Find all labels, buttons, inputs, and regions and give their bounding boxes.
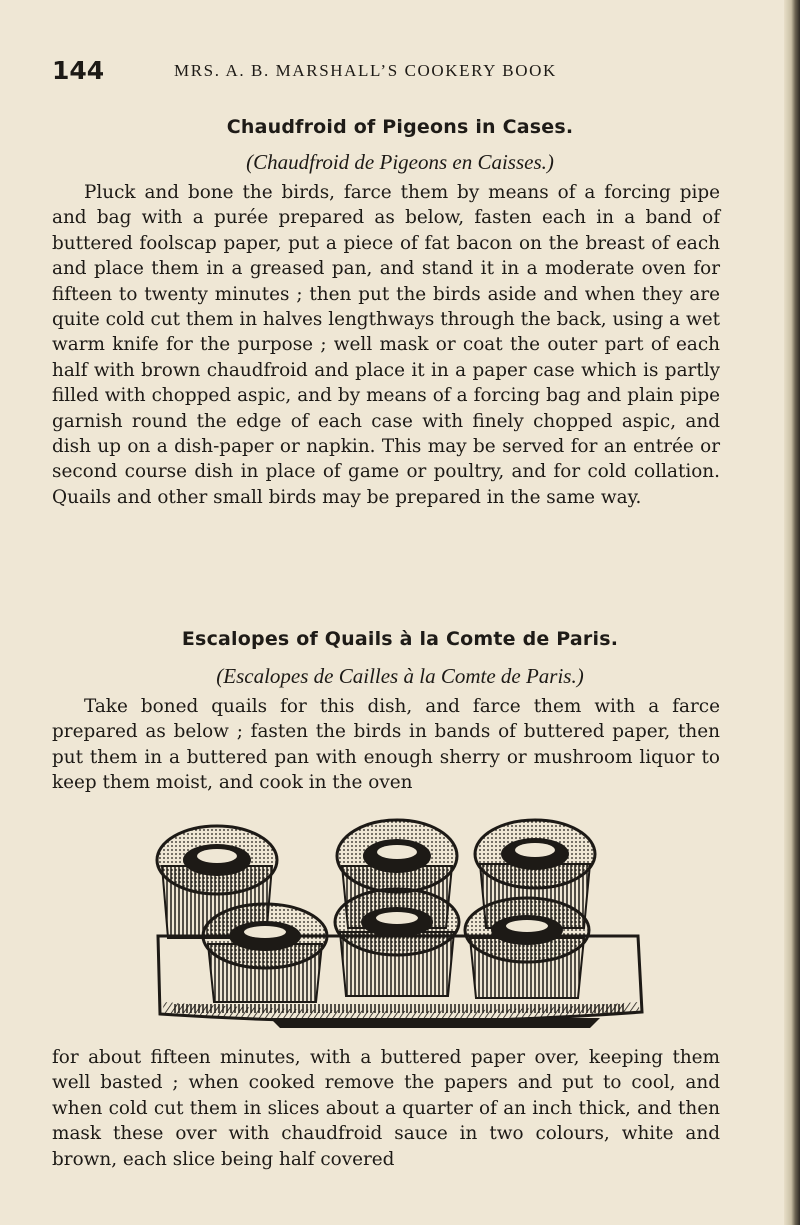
- quail-cases-illustration: [150, 816, 652, 1028]
- paper-case-front-left: [203, 904, 327, 1002]
- recipe-body-quails-part1: Take boned quails for this dish, and farce them with a farce prepared as below ; fasten the birds in bands of buttered paper, then put them in a buttered pan with enough sherry or mushroom liquor to keep them moist, and cook in the oven: [52, 696, 720, 794]
- running-head: [52, 56, 732, 86]
- page-edge-shadow: [784, 0, 800, 1225]
- recipe-subtitle-pigeons: (Chaudfroid de Pigeons en Caisses.): [246, 150, 554, 174]
- recipe-title-pigeons: Chaudfroid of Pigeons in Cases.: [226, 116, 574, 138]
- recipe-subtitle-quails: (Escalopes de Cailles à la Comte de Paris.): [216, 664, 584, 688]
- recipe-body-quails-part2: for about fifteen minutes, with a buttered paper over, keeping them well basted ; when cooked remove the papers and put to cool, and when cold cut them in slices about a quarter of an inch thick, and then mask these over with chaudfroid sauce in two colours, white and brown, each slice being half covered: [52, 1047, 720, 1170]
- recipe-title-quails: Escalopes of Quails à la Comte de Paris.: [181, 628, 619, 650]
- page-number: 144: [52, 56, 105, 85]
- recipe-body-pigeons: Pluck and bone the birds, farce them by means of a forcing pipe and bag with a purée prepared as below, fasten each in a band of buttered foolscap paper, put a piece of fat bacon on the breast of each and place them in a greased pan, and stand it in a moderate oven for fifteen to twenty minutes ; then put the birds aside and when they are quite cold cut them in halves lengthways through the back, using a wet warm knife for the purpose ; well mask or coat the outer part of each half with brown chaudfroid and place it in a paper case which is partly filled with chopped aspic, and by means of a forcing bag and plain pipe garnish round the edge of each case with finely chopped aspic, and dish up on a dish-paper or napkin. This may be served for an entrée or second course dish in place of game or poultry, and for cold collation. Quails and other small birds may be prepared in the same way.: [52, 182, 720, 508]
- paper-case-front-center: [335, 889, 459, 996]
- paper-case-front-right: [465, 898, 589, 998]
- book-title: MRS. A. B. MARSHALL’S COOKERY BOOK: [174, 61, 557, 80]
